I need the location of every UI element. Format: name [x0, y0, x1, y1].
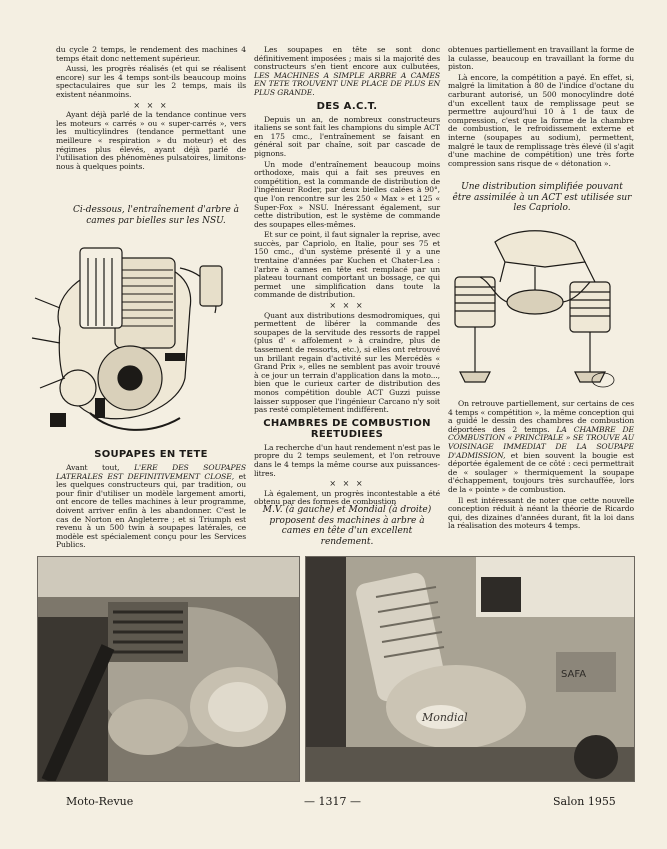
paragraph: On retrouve partiellement, sur certains de ces 4 temps « compétition », la même conception qui a guidé le dessin des chambres de combustion déportées des 2 temps. LA CHAMBRE DE COMBUSTION « PRINCIPALE » SE TROUVE AU VOISINAGE IMMEDIAT DE LA SOUPAPE D'ADMISSION, et bien souvent la bougie est déportée également de ce côté : ceci permettrait de « soulager » thermiquement la soupape d'échappement, toujours très surchauffée, lors de la « pointe » de combustion. [448, 399, 634, 494]
paragraph: Là encore, la compétition a payé. En effet, si, malgré la limitation à 80 de l'indice d'octane du carburant autorisé, un 500 monocylindre doté d'un excellent taux de remplissage peut se permettre aujourd'hui 10 à 1 de taux de compression, c'est que la forme de la chambre de combustion, le refroidissement externe et interne (soupapes au sodium), permettent, malgré le taux de remplissage très élevé (il s'agit d'une machine de compétition) une très forte compression sans risque de « détonation ». [448, 72, 634, 168]
paragraph: obtenues partiellement en travaillant la forme de la culasse, beaucoup en travaillant la forme du piston. [448, 45, 634, 72]
photo-mv-engine [37, 556, 300, 782]
valve-drawing [435, 222, 633, 394]
engine-drawing [20, 238, 255, 443]
footer-publication: Moto-Revue [66, 795, 134, 808]
paragraph: du cycle 2 temps, le rendement des machines 4 temps était donc nettement supérieur. [56, 45, 246, 63]
nsu-engine-illustration [20, 238, 255, 443]
paragraph: Les soupapes en tête se sont donc définitivement imposées ; mais si la majorité des constructeurs s'en tient encore aux culbutées, LES MACHINES A SIMPLE ARBRE A CAMES EN TETE TROUVENT UNE PLACE DE PLUS EN PLUS GRANDE. [254, 45, 440, 97]
section-heading: DES A.C.T. [316, 100, 378, 112]
separator: × × × [329, 301, 365, 311]
separator: × × × [133, 100, 169, 110]
safa-label: SAFA [561, 669, 587, 680]
column-left [56, 46, 246, 173]
paragraph: Ayant déjà parlé de la tendance continue vers les moteurs « carrés » ou « super-carrés », vers les multicylindres (tendance permettant une meilleure « respiration » du moteur) et des régimes plus élevés, ayant déjà parlé de l'utilisation des phénomènes pulsatoires, limitons-nous à quelques points. [56, 110, 246, 171]
photo-mondial-engine [305, 556, 635, 782]
capriolo-illustration [435, 222, 633, 394]
paragraph: La recherche d'un haut rendement n'est pas le propre du 2 temps seulement, et l'on retrouve dans le 4 temps la même course aux puissances-litres. [254, 442, 440, 478]
separator: × × × [329, 479, 365, 489]
paragraph: Un mode d'entraînement beaucoup moins orthodoxe, mais qui a fait ses preuves en compétition, est la commande de distribution de l'ingénieur Roder, par deux bielles calées à 90°, que l'on rencontre sur les 250 « Max » et 125 « Super-Fox » NSU. Inéressant également, sur cette distribution, est le système de commande des soupapes elles-mêmes. [254, 159, 440, 229]
figure-caption-capriolo: Une distribution simplifiée pouvant être assimilée à un ACT est utilisée sur les Capriolo. [452, 182, 632, 213]
column-right-lower [448, 400, 634, 533]
column-middle [254, 46, 440, 509]
paragraph: Aussi, les progrès réalisés (et qui se réalisent encore) sur les 4 temps sont-ils beaucoup moins spectaculaires que sur les 2 temps, mais ils existent néanmoins. [56, 64, 246, 99]
mondial-engine-photo [306, 557, 634, 781]
figure-caption-nsu: Ci-dessous, l'entraînement d'arbre à cames par bielles sur les NSU. [72, 205, 240, 226]
column-right [448, 46, 634, 170]
section-heading: CHAMBRES DE COMBUSTION REETUDIEES [263, 417, 431, 440]
paragraph: Avant tout, L'ERE DES SOUPAPES LATERALES EST DEFINITIVEMENT CLOSE, et les quelques constructeurs qui, par tradition, ou pour finir d'utiliser un modèle largement amorti, ont encore de telles machines à leur programme, doivent arriver enfin à les abandonner. C'est le cas de Norton en Angleterre ; et si Triumph est revenu à un 500 twin à soupapes latérales, ce modèle est spécialement conçu pour les Services Publics. [56, 463, 247, 550]
mondial-logo: Mondial [422, 711, 468, 724]
paragraph: Depuis un an, de nombreux constructeurs italiens se sont fait les champions du simple ACT en 175 cmc., l'entraînement se faisant en général soit par chaîne, soit par cascade de pignons. [254, 114, 440, 158]
paragraph: Là également, un progrès incontestable a été obtenu par des formes de combustion [254, 488, 440, 507]
figure-caption-photos: M.V. (à gauche) et Mondial (à droite) proposent des machines à arbre à cames en tête d'un excellent rendement. [262, 505, 432, 547]
mv-engine-photo [38, 557, 299, 781]
paragraph: Quant aux distributions desmodromiques, qui permettent de libérer la commande des soupapes de la servitude des ressorts de rappel (plus d' « affolement » à craindre, plus de tassement de ressorts, etc.), si elles ont retrouvé un brillant regain d'activité sur les Mercédès « Grand Prix », elles ne semblent pas avoir trouvé à ce jour un terrain d'application dans la moto..., bien que le curieux carter de distribution des monos compétition double ACT Guzzi puisse laisser supposer que l'ingénieur Carcano n'y soit pas resté complètement indifférent. [254, 310, 440, 415]
paragraph: Et sur ce point, il faut signaler la reprise, avec succès, par Capriolo, en Italie, pour ses 75 et 150 cmc., d'un système présenté il y a une trentaine d'années par Kuchen et Chater-Lea : l'arbre à cames en tête est remplacé par un plateau tournant comportant un bossage, ce qui permet une simplification dans toute la commande de distribution. [254, 230, 440, 300]
footer-page-number: — 1317 — [304, 795, 361, 808]
section-heading: SOUPAPES EN TETE [94, 449, 208, 460]
footer-issue: Salon 1955 [553, 795, 616, 808]
paragraph: Il est intéressant de noter que cette nouvelle conception réduit à néant la théorie de Ricardo qui, des dizaines d'années durant, fit la loi dans la réalisation des moteurs 4 temps. [448, 495, 634, 531]
column-left-lower [56, 446, 246, 552]
